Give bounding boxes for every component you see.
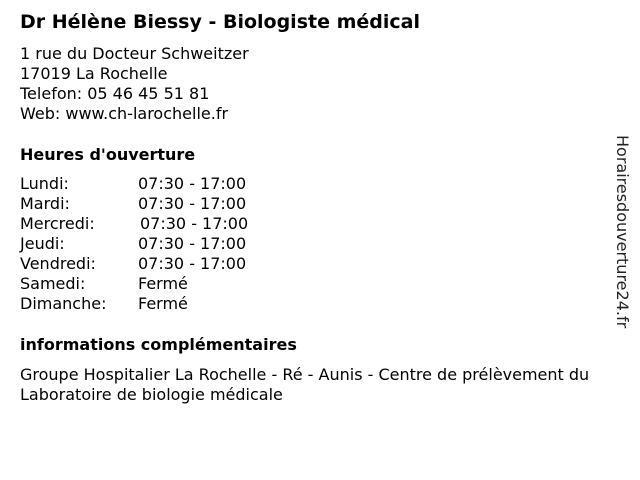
hours-time: 07:30 - 17:00 [138,234,247,253]
hours-day: Samedi: [20,274,86,293]
additional-info-heading: informations complémentaires [20,335,297,354]
hours-day: Jeudi: [20,234,65,253]
website-link[interactable]: Web: www.ch-larochelle.fr [20,104,229,123]
street-address: 1 rue du Docteur Schweitzer [20,44,249,63]
additional-info-text: Groupe Hospitalier La Rochelle - Ré - Aunis - Centre de prélèvement du Laboratoire de biologie médicale [20,365,590,404]
hours-time: 07:30 - 17:00 [138,254,247,273]
hours-time: 07:30 - 17:00 [140,214,249,233]
watermark-text: Horairesdouverture24.fr [613,135,632,329]
page-title: Dr Hélène Biessy - Biologiste médical [20,11,420,33]
hours-day: Mardi: [20,194,70,213]
hours-day: Vendredi: [20,254,96,273]
hours-time: 07:30 - 17:00 [138,194,247,213]
hours-time: Fermé [138,294,188,313]
phone-number: Telefon: 05 46 45 51 81 [20,84,210,103]
watermark [612,135,634,350]
city: 17019 La Rochelle [20,64,168,83]
hours-time: 07:30 - 17:00 [138,174,247,193]
hours-day: Dimanche: [20,294,107,313]
hours-time: Fermé [138,274,188,293]
opening-hours-heading: Heures d'ouverture [20,145,196,164]
hours-day: Lundi: [20,174,69,193]
hours-day: Mercredi: [20,214,95,233]
address-block [20,44,249,124]
